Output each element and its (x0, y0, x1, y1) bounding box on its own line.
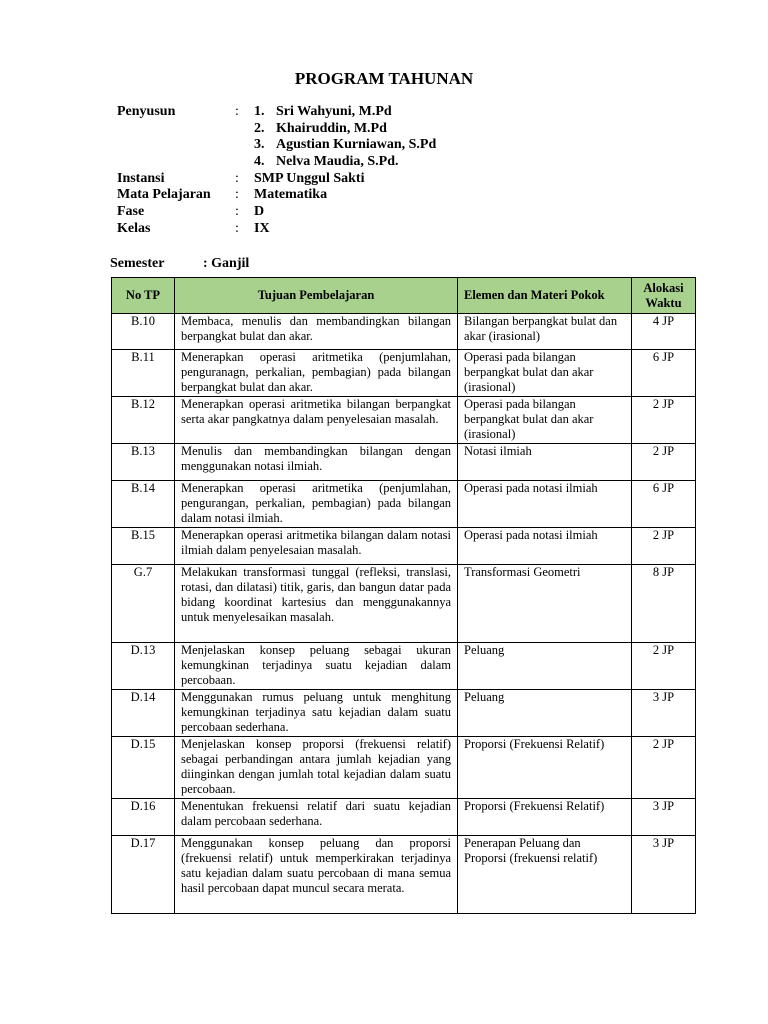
cell-no-tp: D.14 (112, 690, 175, 737)
cell-alokasi: 6 JP (632, 350, 696, 397)
cell-elemen: Penerapan Peluang dan Proporsi (frekuensi relatif) (458, 836, 632, 914)
info-row-mapel (117, 187, 436, 204)
cell-tujuan: Menerapkan operasi aritmetika (penjumlahan, penguranagn, perkalian, pembagian) pada bilangan berpangkat bulat dan akar. (175, 350, 458, 397)
cell-no-tp: B.14 (112, 481, 175, 528)
cell-elemen: Operasi pada bilangan berpangkat bulat dan akar (irasional) (458, 397, 632, 444)
info-row-kelas (117, 221, 436, 238)
cell-no-tp: D.15 (112, 737, 175, 799)
semester-value: : Ganjil (203, 256, 250, 271)
cell-elemen: Notasi ilmiah (458, 444, 632, 481)
table-row (112, 799, 696, 836)
cell-tujuan: Melakukan transformasi tunggal (refleksi, translasi, rotasi, dan dilatasi) titik, garis, dan bangun datar pada bidang koordinat kartesius dan menggunakannya untuk menyelesaikan masalah. (175, 565, 458, 643)
kelas-value: IX (254, 220, 270, 236)
header-tujuan: Tujuan Pembelajaran (175, 278, 458, 314)
instansi-label: Instansi (117, 170, 165, 186)
penyusun-name: Nelva Maudia, S.Pd. (276, 154, 399, 170)
cell-elemen: Proporsi (Frekuensi Relatif) (458, 737, 632, 799)
program-table (111, 277, 696, 914)
cell-elemen: Peluang (458, 643, 632, 690)
cell-tujuan: Menulis dan membandingkan bilangan dengan menggunakan notasi ilmiah. (175, 444, 458, 481)
info-row-fase (117, 204, 436, 221)
table-header-row (112, 278, 696, 314)
penyusun-number: 2. (254, 120, 265, 136)
table-row (112, 481, 696, 528)
cell-no-tp: B.12 (112, 397, 175, 444)
cell-tujuan: Menerapkan operasi aritmetika bilangan berpangkat serta akar pangkatnya dalam penyelesaian masalah. (175, 397, 458, 444)
semester-line (110, 256, 249, 272)
cell-tujuan: Membaca, menulis dan membandingkan bilangan berpangkat bulat dan akar. (175, 314, 458, 350)
penyusun-list (254, 104, 436, 171)
cell-alokasi: 3 JP (632, 690, 696, 737)
cell-elemen: Operasi pada notasi ilmiah (458, 528, 632, 565)
cell-alokasi: 8 JP (632, 565, 696, 643)
cell-elemen: Operasi pada bilangan berpangkat bulat dan akar (irasional) (458, 350, 632, 397)
cell-no-tp: B.15 (112, 528, 175, 565)
cell-alokasi: 2 JP (632, 528, 696, 565)
penyusun-item (254, 154, 436, 171)
cell-elemen: Transformasi Geometri (458, 565, 632, 643)
table-row (112, 397, 696, 444)
colon: : (235, 187, 239, 203)
cell-elemen: Proporsi (Frekuensi Relatif) (458, 799, 632, 836)
cell-no-tp: D.13 (112, 643, 175, 690)
table-row (112, 643, 696, 690)
penyusun-item (254, 104, 436, 121)
table-row (112, 690, 696, 737)
cell-alokasi: 2 JP (632, 737, 696, 799)
cell-alokasi: 6 JP (632, 481, 696, 528)
page-title: PROGRAM TAHUNAN (294, 69, 474, 88)
penyusun-name: Khairuddin, M.Pd (276, 120, 387, 136)
info-row-penyusun (117, 104, 436, 171)
fase-value: D (254, 204, 265, 220)
cell-alokasi: 3 JP (632, 836, 696, 914)
header-alokasi: Alokasi Waktu (632, 278, 696, 314)
table-body (112, 314, 696, 914)
cell-alokasi: 4 JP (632, 314, 696, 350)
colon: : (235, 104, 239, 119)
cell-no-tp: B.10 (112, 314, 175, 350)
cell-tujuan: Menggunakan rumus peluang untuk menghitung kemungkinan terjadinya satu kejadian dalam suatu percobaan sederhana. (175, 690, 458, 737)
cell-alokasi: 3 JP (632, 799, 696, 836)
cell-no-tp: D.17 (112, 836, 175, 914)
penyusun-item (254, 121, 436, 138)
table-row (112, 314, 696, 350)
mapel-label: Mata Pelajaran (117, 187, 211, 203)
penyusun-name: Sri Wahyuni, M.Pd (276, 104, 392, 119)
colon: : (235, 170, 239, 186)
table-row (112, 350, 696, 397)
cell-elemen: Peluang (458, 690, 632, 737)
penyusun-name: Agustian Kurniawan, S.Pd (276, 137, 437, 153)
cell-tujuan: Menerapkan operasi aritmetika (penjumlahan, pengurangan, perkalian, pembagian) pada bilangan dalam notasi ilmiah. (175, 481, 458, 528)
cell-alokasi: 2 JP (632, 643, 696, 690)
kelas-label: Kelas (117, 220, 151, 236)
cell-tujuan: Menggunakan konsep peluang dan proporsi (frekuensi relatif) untuk memperkirakan terjadinya satu kejadian dalam suatu percobaan di mana semua hasil percobaan dapat muncul secara merata. (175, 836, 458, 914)
colon: : (235, 204, 239, 220)
info-row-instansi (117, 171, 436, 188)
cell-no-tp: B.13 (112, 444, 175, 481)
table-row (112, 737, 696, 799)
cell-tujuan: Menentukan frekuensi relatif dari suatu kejadian dalam percobaan sederhana. (175, 799, 458, 836)
penyusun-item (254, 137, 436, 154)
cell-tujuan: Menjelaskan konsep peluang sebagai ukuran kemungkinan terjadinya suatu kejadian dalam percobaan. (175, 643, 458, 690)
penyusun-number: 3. (254, 137, 265, 153)
table-row (112, 444, 696, 481)
mapel-value: Matematika (254, 187, 328, 203)
cell-alokasi: 2 JP (632, 444, 696, 481)
cell-alokasi: 2 JP (632, 397, 696, 444)
fase-label: Fase (117, 204, 145, 220)
header-elemen: Elemen dan Materi Pokok (458, 278, 632, 314)
penyusun-list-cell (254, 104, 436, 171)
instansi-value: SMP Unggul Sakti (254, 170, 365, 186)
cell-no-tp: B.11 (112, 350, 175, 397)
table-row (112, 836, 696, 914)
header-no-tp: No TP (112, 278, 175, 314)
table-row (112, 565, 696, 643)
cell-tujuan: Menjelaskan konsep proporsi (frekuensi relatif) sebagai perbandingan antara jumlah kejadian yang diinginkan dengan jumlah total kejadian dalam suatu percobaan. (175, 737, 458, 799)
cell-elemen: Bilangan berpangkat bulat dan akar (irasional) (458, 314, 632, 350)
cell-no-tp: G.7 (112, 565, 175, 643)
cell-elemen: Operasi pada notasi ilmiah (458, 481, 632, 528)
cell-tujuan: Menerapkan operasi aritmetika bilangan dalam notasi ilmiah dalam penyelesaian masalah. (175, 528, 458, 565)
penyusun-number: 1. (254, 104, 265, 119)
cell-no-tp: D.16 (112, 799, 175, 836)
document-info (117, 104, 436, 238)
penyusun-number: 4. (254, 154, 265, 170)
colon: : (235, 220, 239, 236)
penyusun-label: Penyusun (117, 104, 176, 119)
table-row (112, 528, 696, 565)
semester-label: Semester (110, 256, 165, 271)
